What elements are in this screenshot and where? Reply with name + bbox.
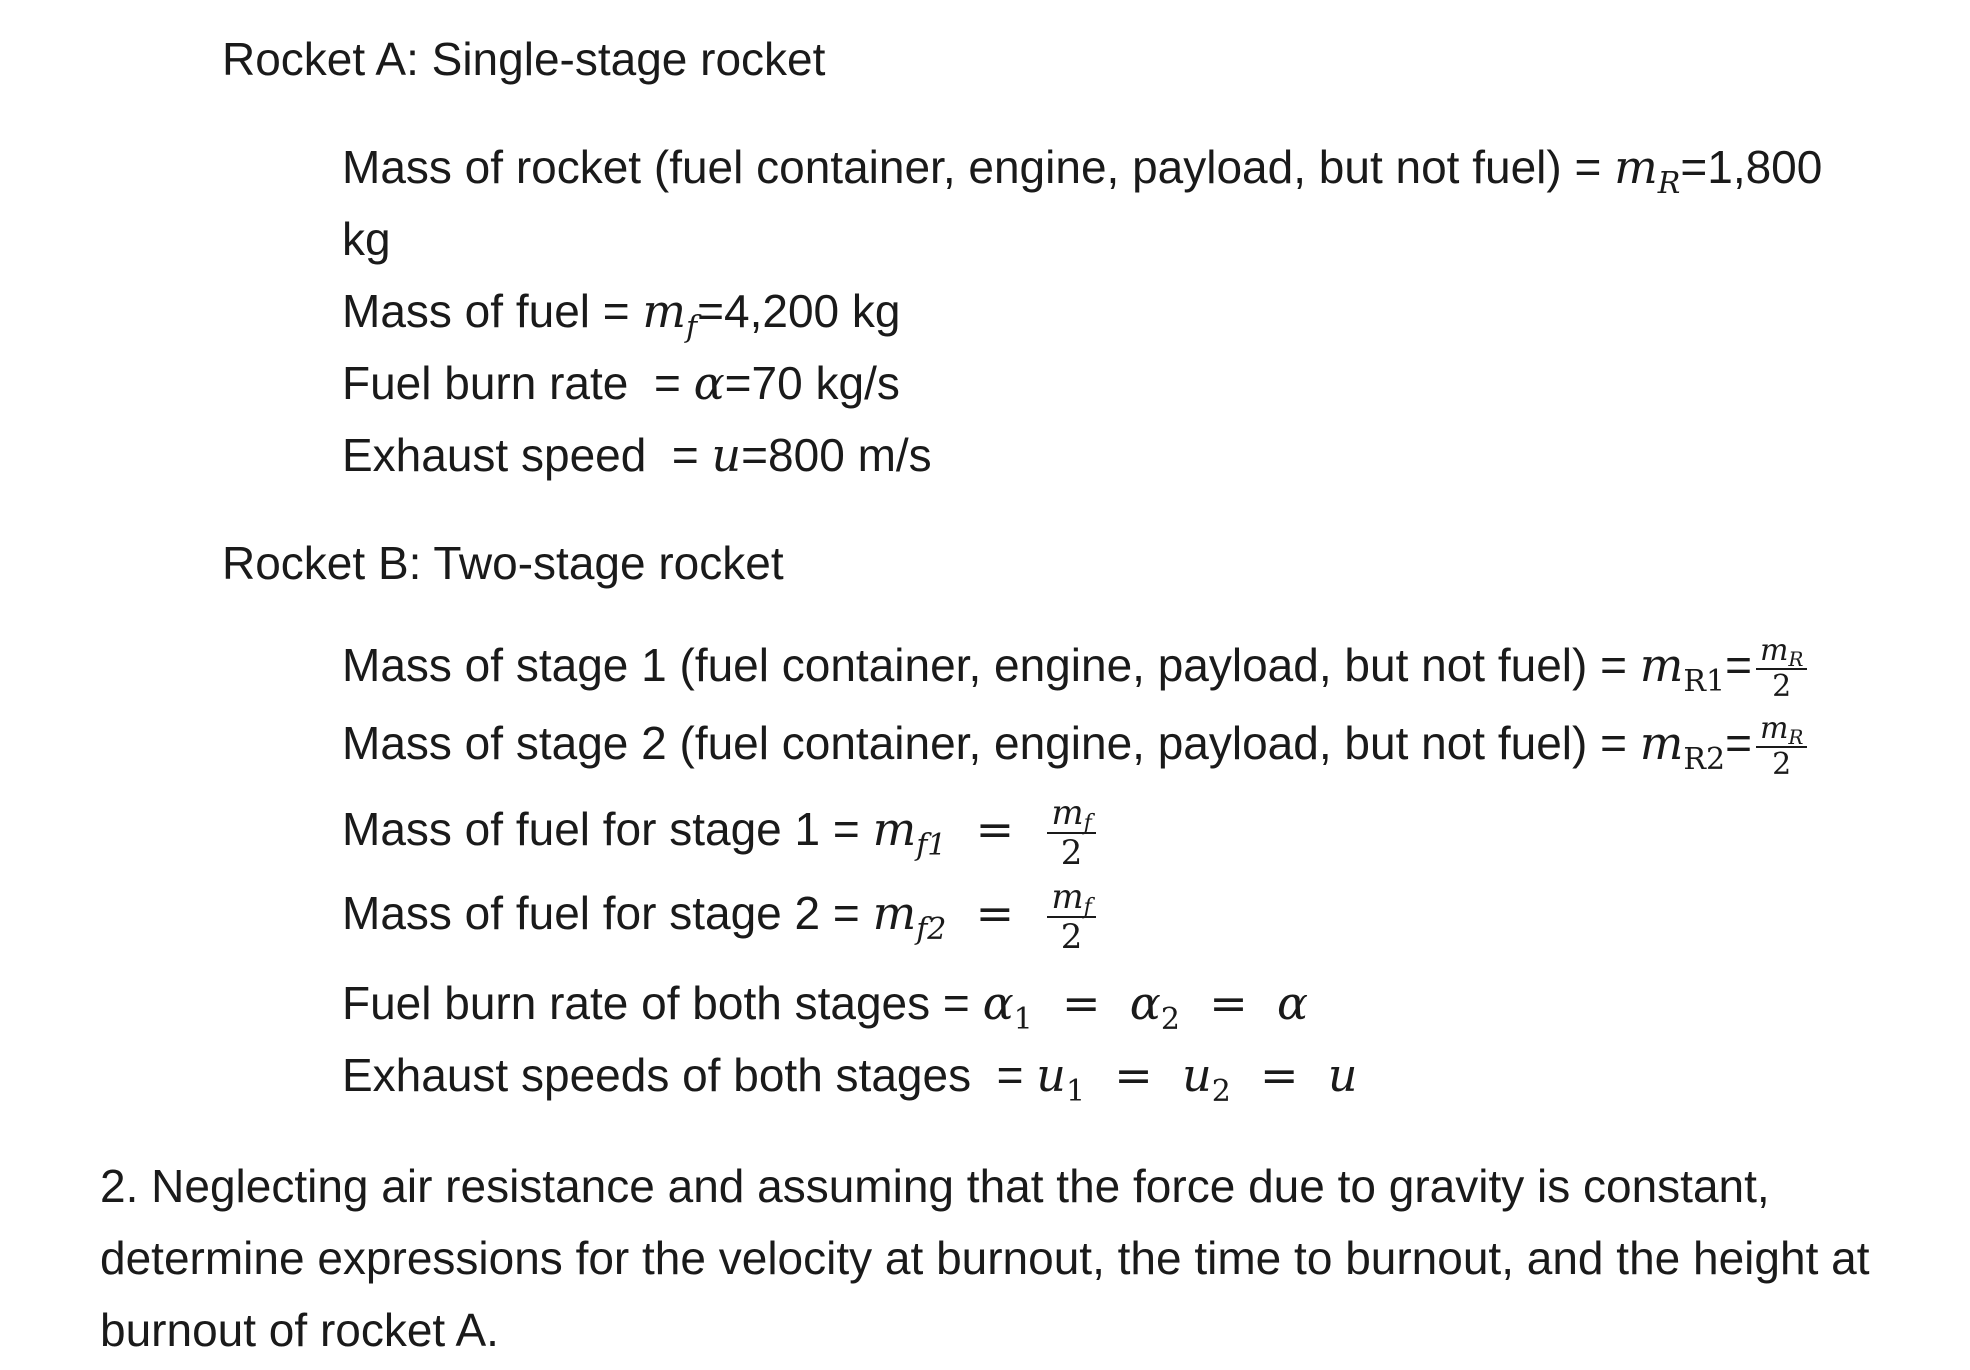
symbol-m: m <box>1614 140 1658 194</box>
rocket-a-mass-line: Mass of rocket (fuel container, engine, payload, but not fuel) = $m_R=1,800$ <box>342 140 1823 201</box>
rocket-b-stage2-mass-line: Mass of stage 2 (fuel container, engine, payload, but not fuel) = $m_{R2}=$ $\frac{m_R}{2}$ <box>342 714 1811 780</box>
rocket-b-heading: Rocket B: Two-stage rocket <box>222 537 784 589</box>
rocket-b-fuel2-line: Mass of fuel for stage $2 = m_{f2}$ = $\frac{mf}{2}$ <box>342 880 1100 954</box>
rocket-a-mass-unit: kg <box>342 213 391 265</box>
subscript-r: R <box>1657 166 1681 201</box>
fraction-mr-over-2: $\frac{m_R}{2}$ <box>1756 636 1808 702</box>
rocket-a-burn-rate-line: Fuel burn rate = α=70 kg/s <box>342 356 900 410</box>
fraction-mf-over-2: $\frac{mf}{2}$ <box>1047 880 1095 954</box>
fraction-mr-over-2: $\frac{m_R}{2}$ <box>1756 714 1808 780</box>
rocket-a-exhaust-line: Exhaust speed = u=800 m/s <box>342 428 932 482</box>
fraction-mf-over-2: $\frac{mf}{2}$ <box>1047 796 1095 870</box>
rocket-b-stage1-mass-line: Mass of stage 1 (fuel container, engine, payload, but not fuel) = $m_{R1}=$ $\frac{m_R}{2}$ <box>342 636 1811 702</box>
rocket-b-fuel1-line: Mass of fuel for stage $1 = m_{f1}$ = $\frac{mf}{2}$ <box>342 796 1100 870</box>
question-2-text: 2. Neglecting air resistance and assuming that the force due to gravity is constant, determine expressions for the velocity at burnout, the time to burnout, and the height at burnout of rocket A. <box>100 1160 1870 1356</box>
rocket-a-heading: Rocket A: Single-stage rocket <box>222 33 826 85</box>
rocket-a-fuel-line: Mass of fuel = $m_f=4,200$ kg <box>342 284 901 345</box>
rocket-b-exhaust-line: Exhaust speeds of both stages = $u_1 = u_2 = u$ <box>342 1048 1358 1109</box>
rocket-b-burn-rate-line: Fuel burn rate of both stages = $\alpha_1 = \alpha_2 = \alpha$ <box>342 976 1309 1037</box>
